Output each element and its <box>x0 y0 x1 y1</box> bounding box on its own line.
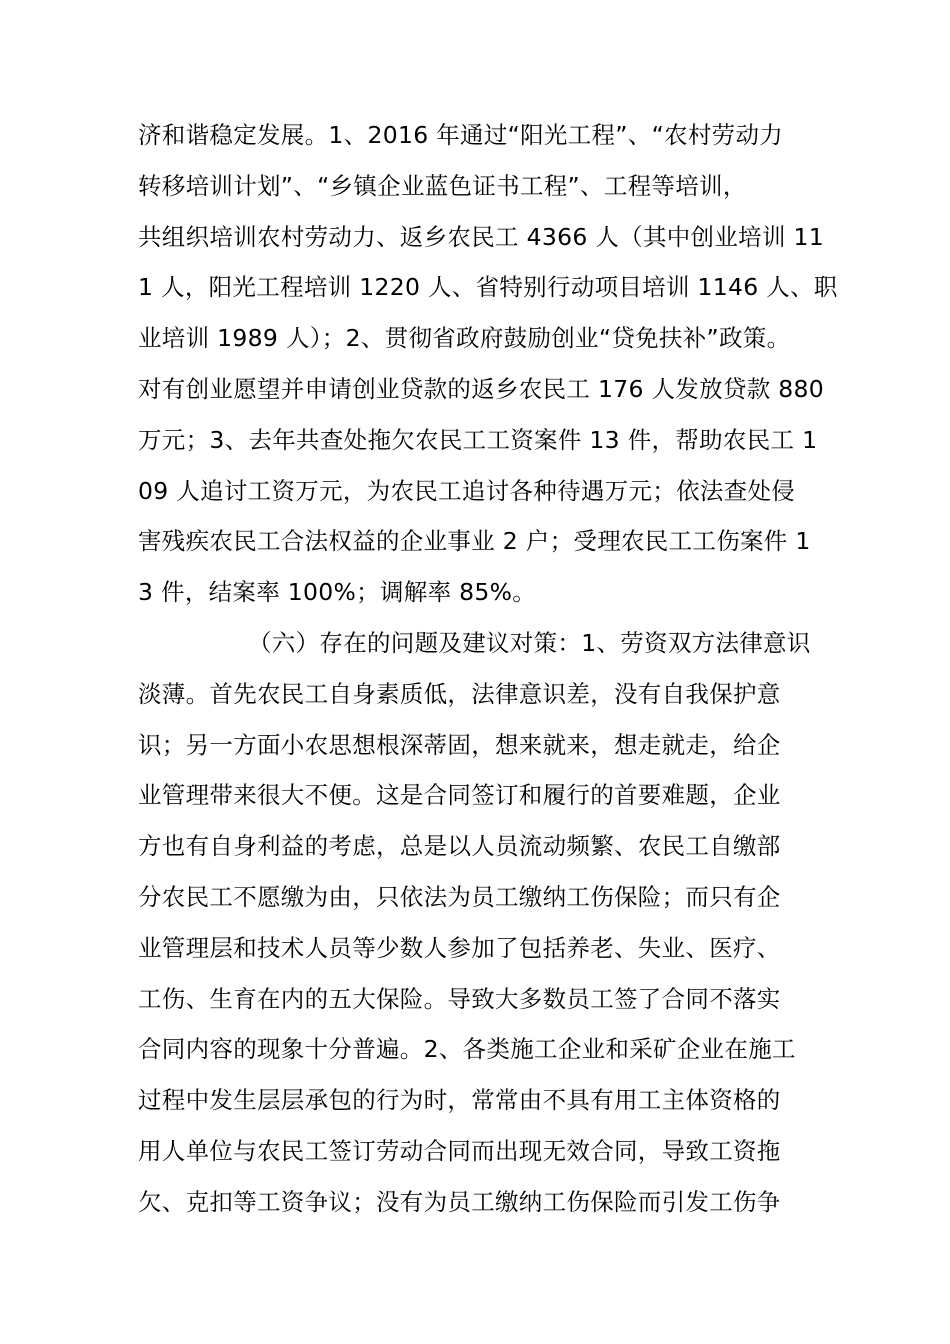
text-line-13: 识；另一方面小农思想根深蒂固，想来就来，想走就走，给企 <box>138 730 781 759</box>
text-line-19: 合同内容的现象十分普遍。2、各类施工企业和采矿企业在施工 <box>138 1035 796 1064</box>
text-line-15: 方也有自身利益的考虑，总是以人员流动频繁、农民工自缴部 <box>138 832 781 861</box>
text-line-16: 分农民工不愿缴为由，只依法为员工缴纳工伤保险；而只有企 <box>138 882 781 911</box>
text-line-12: 淡薄。首先农民工自身素质低，法律意识差，没有自我保护意 <box>138 679 781 708</box>
text-line-6: 对有创业愿望并申请创业贷款的返乡农民工 176 人发放贷款 880 <box>138 374 825 403</box>
text-line-2: 转移培训计划”、“乡镇企业蓝色证书工程”、工程等培训， <box>138 171 747 200</box>
text-line-4: 1 人，阳光工程培训 1220 人、省特别行动项目培训 1146 人、职 <box>138 273 838 302</box>
text-line-8: 09 人追讨工资万元，为农民工追讨各种待遇万元；依法查处侵 <box>138 476 796 505</box>
text-line-21: 用人单位与农民工签订劳动合同而出现无效合同，导致工资拖 <box>138 1136 781 1165</box>
document-body <box>138 110 838 1228</box>
text-line-3: 共组织培训农村劳动力、返乡农民工 4366 人（其中创业培训 11 <box>138 222 825 251</box>
text-line-18: 工伤、生育在内的五大保险。导致大多数员工签了合同不落实 <box>138 984 781 1013</box>
text-line-9: 害残疾农民工合法权益的企业事业 2 户；受理农民工工伤案件 1 <box>138 527 811 556</box>
text-line-5: 业培训 1989 人）；2、贯彻省政府鼓励创业“贷免扶补”政策。 <box>138 324 791 353</box>
text-line-1: 济和谐稳定发展。1、2016 年通过“阳光工程”、“农村劳动力 <box>138 121 784 149</box>
text-line-7: 万元；3、去年共查处拖欠农民工工资案件 13 件，帮助农民工 1 <box>138 425 818 454</box>
section-heading-line: （六）存在的问题及建议对策：1、劳资双方法律意识 <box>248 628 811 657</box>
text-line-22: 欠、克扣等工资争议；没有为员工缴纳工伤保险而引发工伤争 <box>138 1187 781 1216</box>
text-line-17: 业管理层和技术人员等少数人参加了包括养老、失业、医疗、 <box>138 933 781 962</box>
text-line-10: 3 件，结案率 100%；调解率 85%。 <box>138 578 537 607</box>
text-line-14: 业管理带来很大不便。这是合同签订和履行的首要难题，企业 <box>138 781 781 810</box>
text-line-20: 过程中发生层层承包的行为时，常常由不具有用工主体资格的 <box>138 1086 781 1115</box>
